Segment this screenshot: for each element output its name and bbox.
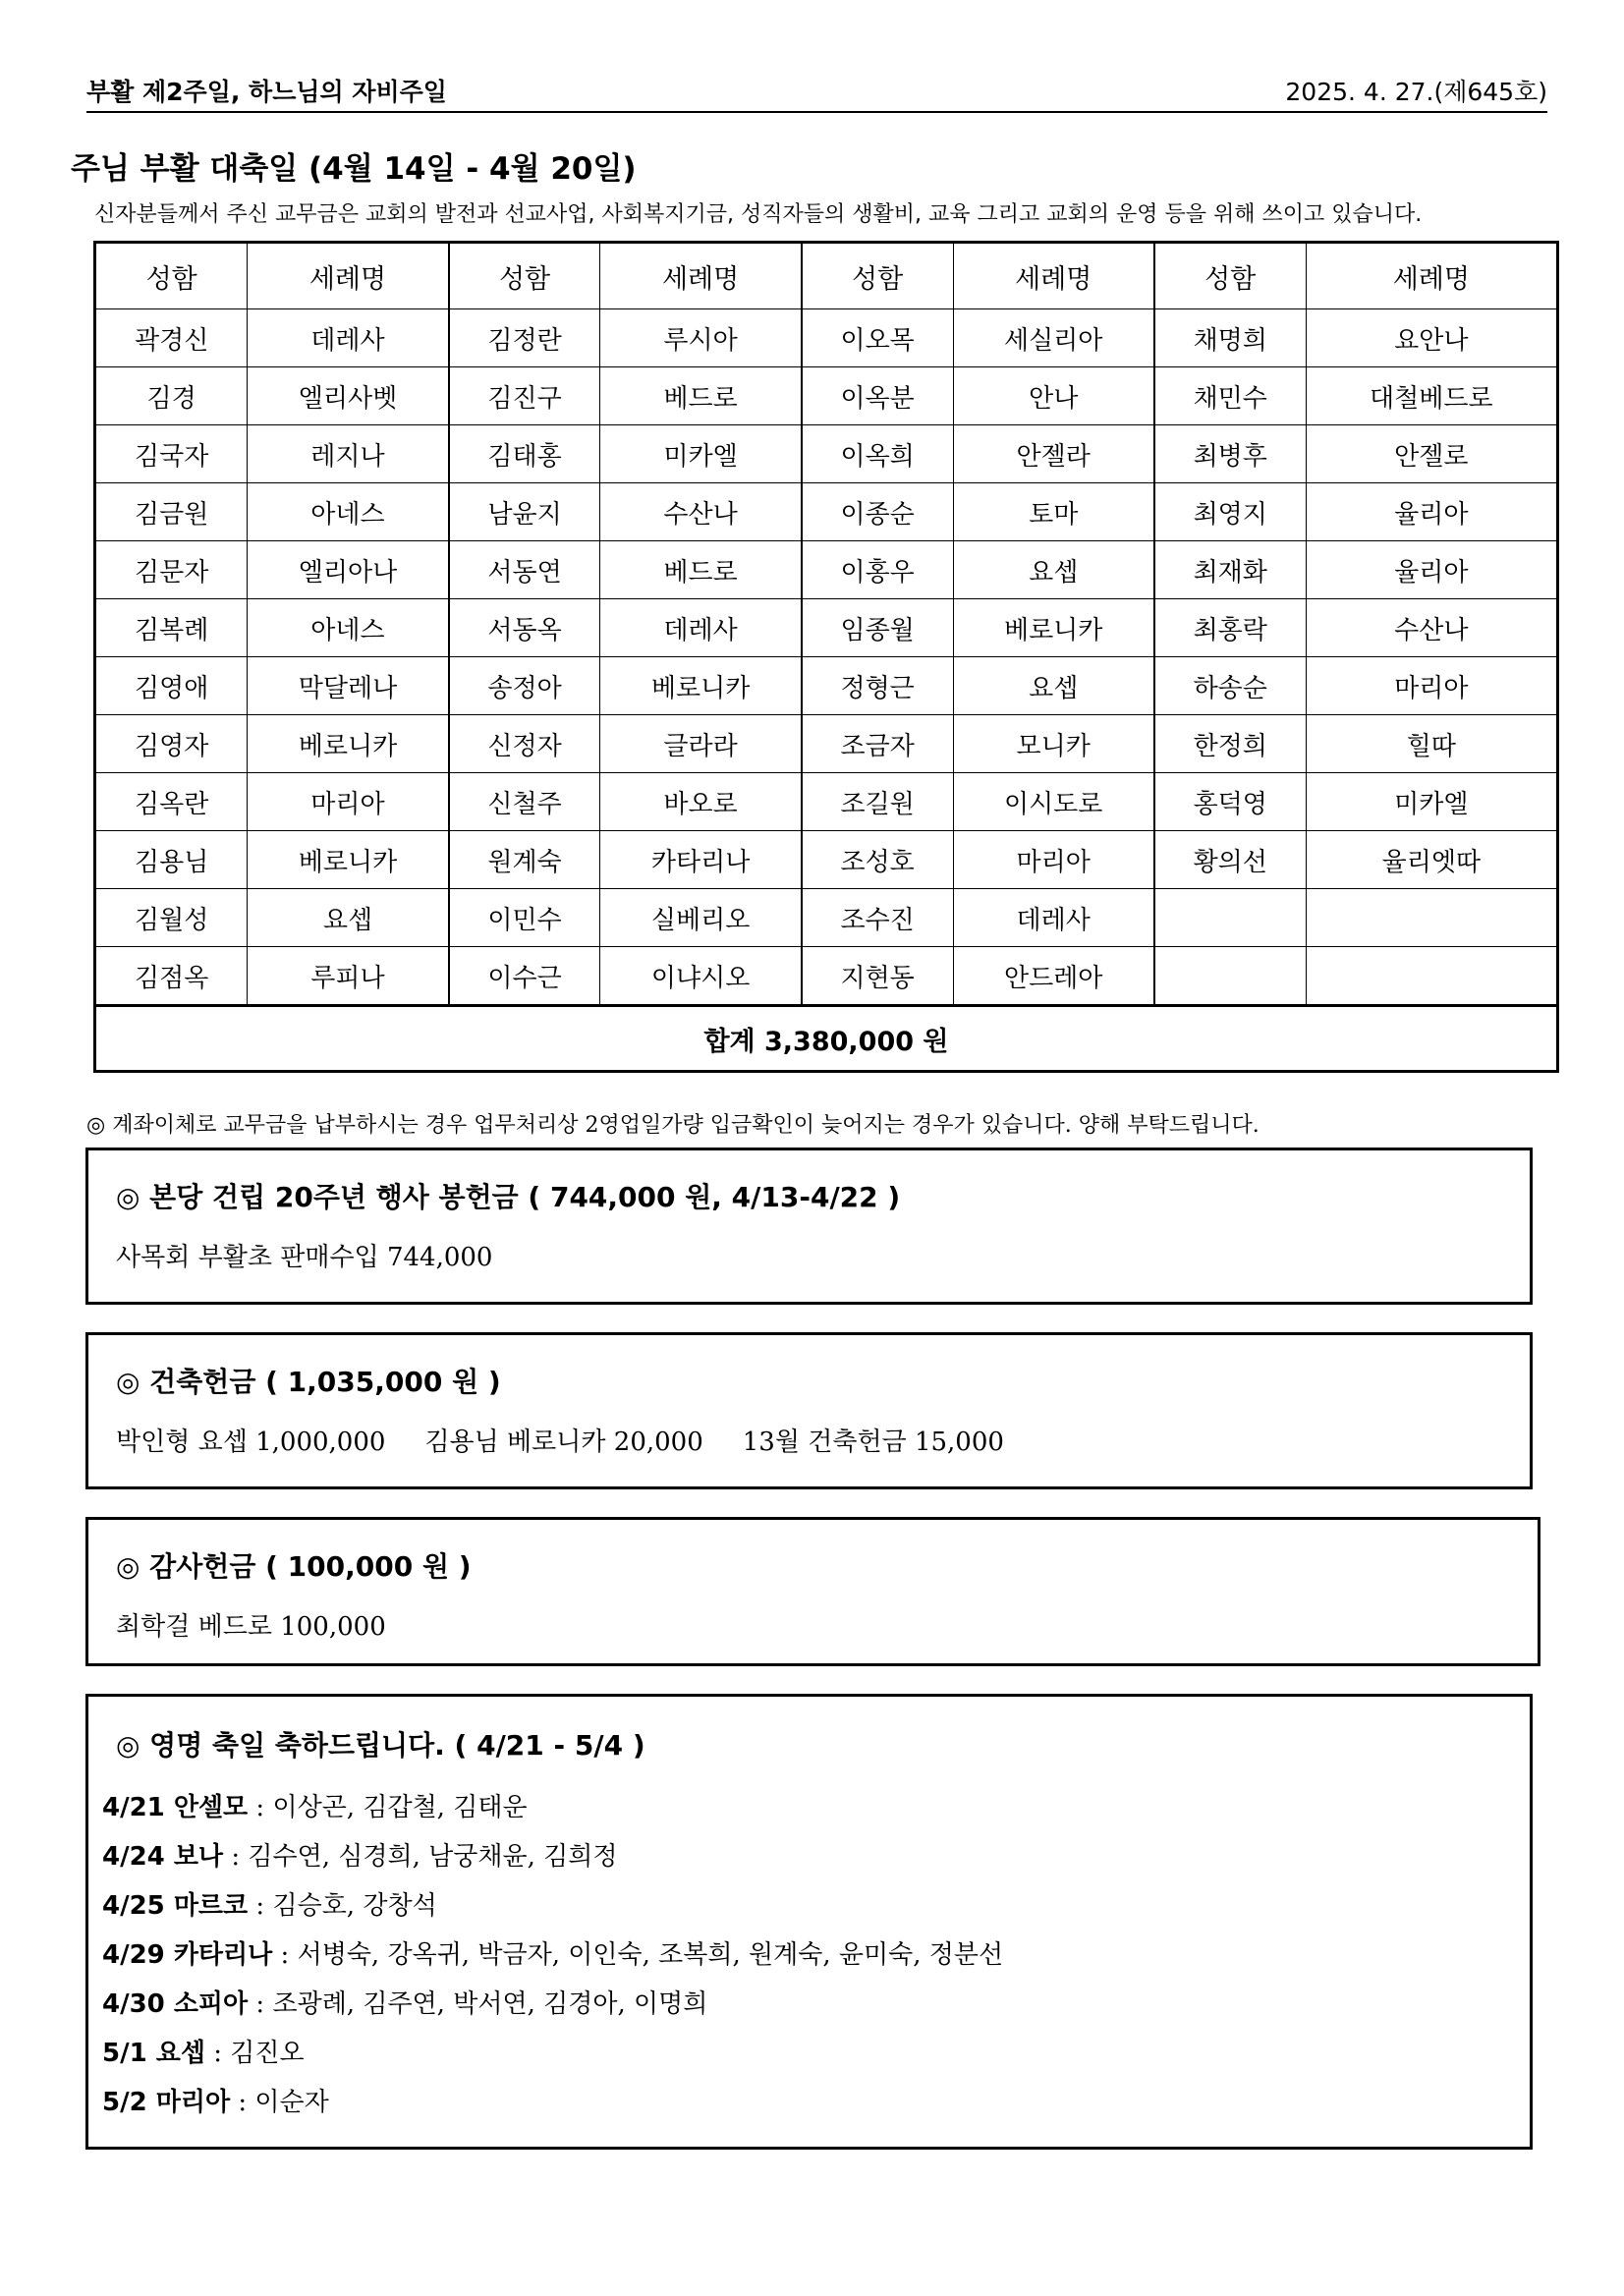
donor-name-cell: 정형근 <box>802 657 953 715</box>
donor-name-cell: 최영지 <box>1154 483 1306 541</box>
donor-name-cell: 신철주 <box>449 773 600 831</box>
baptismal-name-cell: 세실리아 <box>953 309 1154 367</box>
baptismal-name-cell: 엘리아나 <box>248 541 449 599</box>
baptismal-name-cell: 베드로 <box>600 541 802 599</box>
feast-day-item <box>102 1787 528 1823</box>
baptismal-name-cell: 루시아 <box>600 309 802 367</box>
feast-saint: 5/1 요셉 <box>102 2039 205 2068</box>
box-line <box>116 1606 425 1643</box>
section-title: 주님 부활 대축일 (4월 14일 - 4월 20일) <box>71 151 637 187</box>
baptismal-name-cell: 베로니카 <box>248 831 449 889</box>
feast-days-box <box>85 1694 1533 2150</box>
table-row <box>95 831 1558 889</box>
baptismal-name-cell: 마리아 <box>1306 657 1557 715</box>
box-line <box>116 1237 532 1273</box>
baptismal-name-cell: 미카엘 <box>600 425 802 483</box>
column-header-name: 성함 <box>1154 243 1306 309</box>
section-description: 신자분들께서 주신 교무금은 교회의 발전과 선교사업, 사회복지기금, 성직자들의 생활비, 교육 그리고 교회의 운영 등을 위해 쓰이고 있습니다. <box>94 202 1423 227</box>
donor-name-cell: 원계숙 <box>449 831 600 889</box>
donor-name-cell: 최병후 <box>1154 425 1306 483</box>
box-title: ◎ 감사헌금 ( 100,000 원 ) <box>116 1550 472 1583</box>
baptismal-name-cell: 이냐시오 <box>600 947 802 1006</box>
feast-saint: 5/2 마리아 <box>102 2088 231 2117</box>
donor-name-cell: 김문자 <box>95 541 248 599</box>
donor-name-cell: 황의선 <box>1154 831 1306 889</box>
donor-name-cell: 한정희 <box>1154 715 1306 773</box>
table-row <box>95 599 1558 657</box>
box-title: ◎ 건축헌금 ( 1,035,000 원 ) <box>116 1366 501 1398</box>
feast-day-item <box>102 1836 617 1873</box>
donor-name-cell: 이옥분 <box>802 367 953 425</box>
baptismal-name-cell: 아네스 <box>248 599 449 657</box>
baptismal-name-cell: 율리아 <box>1306 483 1557 541</box>
baptismal-name-cell: 수산나 <box>1306 599 1557 657</box>
offering-entry: 사목회 부활초 판매수입 744,000 <box>116 1243 493 1272</box>
thanks-offering-box <box>85 1517 1540 1666</box>
baptismal-name-cell: 안젤로 <box>1306 425 1557 483</box>
donor-name-cell: 곽경신 <box>95 309 248 367</box>
baptismal-name-cell: 요안나 <box>1306 309 1557 367</box>
donor-name-cell: 채명희 <box>1154 309 1306 367</box>
feast-day-item <box>102 2033 305 2069</box>
donor-name-cell: 이홍우 <box>802 541 953 599</box>
baptismal-name-cell: 아네스 <box>248 483 449 541</box>
donor-name-cell: 김영애 <box>95 657 248 715</box>
feast-names: : 이순자 <box>230 2088 329 2117</box>
baptismal-name-cell: 모니카 <box>953 715 1154 773</box>
feast-saint: 4/21 안셀모 <box>102 1793 249 1822</box>
baptismal-name-cell: 베로니카 <box>248 715 449 773</box>
baptismal-name-cell: 바오로 <box>600 773 802 831</box>
baptismal-name-cell: 요셉 <box>248 889 449 947</box>
feast-names: : 조광례, 김주연, 박서연, 김경아, 이명희 <box>248 1989 708 2019</box>
box-title: ◎ 영명 축일 축하드립니다. ( 4/21 - 5/4 ) <box>116 1729 645 1762</box>
column-header-baptismal-name: 세례명 <box>248 243 449 309</box>
feast-names: : 김진오 <box>204 2039 305 2068</box>
baptismal-name-cell: 실베리오 <box>600 889 802 947</box>
feast-day-item <box>102 1984 707 2020</box>
baptismal-name-cell: 막달레나 <box>248 657 449 715</box>
table-header-row <box>95 243 1558 309</box>
header-divider <box>86 111 1547 113</box>
donor-name-cell: 김영자 <box>95 715 248 773</box>
baptismal-name-cell: 데레사 <box>600 599 802 657</box>
table-row <box>95 483 1558 541</box>
table-row <box>95 889 1558 947</box>
feast-saint: 4/30 소피아 <box>102 1989 249 2019</box>
baptismal-name-cell: 요셉 <box>953 541 1154 599</box>
baptismal-name-cell: 힐따 <box>1306 715 1557 773</box>
donor-name-cell: 조수진 <box>802 889 953 947</box>
table-row <box>95 773 1558 831</box>
column-header-baptismal-name: 세례명 <box>1306 243 1557 309</box>
table-total-row <box>95 1006 1558 1072</box>
baptismal-name-cell: 안젤라 <box>953 425 1154 483</box>
bulletin-week-title: 부활 제2주일, 하느님의 자비주일 <box>86 78 447 106</box>
donor-name-cell: 김옥란 <box>95 773 248 831</box>
donor-name-cell: 하송순 <box>1154 657 1306 715</box>
donor-name-cell: 남윤지 <box>449 483 600 541</box>
table-row <box>95 425 1558 483</box>
baptismal-name-cell: 글라라 <box>600 715 802 773</box>
donor-name-cell: 이오목 <box>802 309 953 367</box>
donor-name-cell: 김금원 <box>95 483 248 541</box>
baptismal-name-cell: 수산나 <box>600 483 802 541</box>
table-row <box>95 367 1558 425</box>
baptismal-name-cell: 베드로 <box>600 367 802 425</box>
donor-name-cell: 조금자 <box>802 715 953 773</box>
building-offering-box <box>85 1332 1533 1489</box>
baptismal-name-cell: 베로니카 <box>953 599 1154 657</box>
feast-names: : 김수연, 심경희, 남궁채윤, 김희정 <box>223 1842 618 1872</box>
feast-day-item <box>102 1885 437 1922</box>
baptismal-name-cell <box>1306 947 1557 1006</box>
offering-entry: 최학걸 베드로 100,000 <box>116 1612 386 1642</box>
donor-name-cell: 김복례 <box>95 599 248 657</box>
offering-entry: 13월 건축헌금 15,000 <box>742 1428 1004 1457</box>
donor-table <box>93 241 1559 1073</box>
offering-entry: 김용님 베로니카 20,000 <box>424 1428 703 1457</box>
donor-name-cell: 신정자 <box>449 715 600 773</box>
donor-name-cell: 서동옥 <box>449 599 600 657</box>
table-row <box>95 715 1558 773</box>
donor-name-cell: 이수근 <box>449 947 600 1006</box>
table-row <box>95 657 1558 715</box>
donor-name-cell: 송정아 <box>449 657 600 715</box>
baptismal-name-cell: 안드레아 <box>953 947 1154 1006</box>
donor-name-cell: 조길원 <box>802 773 953 831</box>
donor-name-cell: 서동연 <box>449 541 600 599</box>
baptismal-name-cell: 요셉 <box>953 657 1154 715</box>
baptismal-name-cell: 루피나 <box>248 947 449 1006</box>
baptismal-name-cell: 이시도로 <box>953 773 1154 831</box>
baptismal-name-cell: 마리아 <box>248 773 449 831</box>
column-header-baptismal-name: 세례명 <box>953 243 1154 309</box>
feast-saint: 4/29 카타리나 <box>102 1940 273 1970</box>
feast-names: : 김승호, 강창석 <box>248 1891 437 1921</box>
bulletin-date-issue: 2025. 4. 27.(제645호) <box>1285 78 1547 106</box>
column-header-baptismal-name: 세례명 <box>600 243 802 309</box>
donor-name-cell: 김용님 <box>95 831 248 889</box>
baptismal-name-cell: 카타리나 <box>600 831 802 889</box>
offering-entry: 박인형 요셉 1,000,000 <box>116 1428 386 1457</box>
donor-name-cell: 홍덕영 <box>1154 773 1306 831</box>
transfer-note: ◎ 계좌이체로 교무금을 납부하시는 경우 업무처리상 2영업일가량 입금확인이 늦어지는 경우가 있습니다. 양해 부탁드립니다. <box>86 1113 1260 1138</box>
donor-name-cell: 채민수 <box>1154 367 1306 425</box>
donor-name-cell: 김태홍 <box>449 425 600 483</box>
baptismal-name-cell <box>1306 889 1557 947</box>
baptismal-name-cell: 데레사 <box>953 889 1154 947</box>
baptismal-name-cell: 베로니카 <box>600 657 802 715</box>
feast-names: : 이상곤, 김갑철, 김태운 <box>248 1793 528 1822</box>
donor-name-cell: 김점옥 <box>95 947 248 1006</box>
table-row <box>95 541 1558 599</box>
donor-name-cell: 이종순 <box>802 483 953 541</box>
donor-name-cell: 이민수 <box>449 889 600 947</box>
donor-name-cell: 김국자 <box>95 425 248 483</box>
baptismal-name-cell: 엘리사벳 <box>248 367 449 425</box>
donor-name-cell: 김경 <box>95 367 248 425</box>
feast-saint: 4/25 마르코 <box>102 1891 249 1921</box>
table-row <box>95 309 1558 367</box>
column-header-name: 성함 <box>802 243 953 309</box>
donor-name-cell <box>1154 889 1306 947</box>
column-header-name: 성함 <box>95 243 248 309</box>
box-line <box>116 1422 1043 1458</box>
baptismal-name-cell: 안나 <box>953 367 1154 425</box>
donor-name-cell: 김정란 <box>449 309 600 367</box>
baptismal-name-cell: 율리아 <box>1306 541 1557 599</box>
donor-name-cell: 최재화 <box>1154 541 1306 599</box>
baptismal-name-cell: 대철베드로 <box>1306 367 1557 425</box>
baptismal-name-cell: 레지나 <box>248 425 449 483</box>
donor-name-cell: 임종월 <box>802 599 953 657</box>
baptismal-name-cell: 율리엣따 <box>1306 831 1557 889</box>
donor-name-cell <box>1154 947 1306 1006</box>
feast-saint: 4/24 보나 <box>102 1842 224 1872</box>
feast-names: : 서병숙, 강옥귀, 박금자, 이인숙, 조복희, 원계숙, 윤미숙, 정분선 <box>272 1940 1004 1970</box>
baptismal-name-cell: 토마 <box>953 483 1154 541</box>
donor-name-cell: 김월성 <box>95 889 248 947</box>
feast-day-item <box>102 2082 329 2118</box>
donor-name-cell: 이옥희 <box>802 425 953 483</box>
donor-name-cell: 조성호 <box>802 831 953 889</box>
feast-day-item <box>102 1934 1003 1971</box>
anniversary-offering-box <box>85 1148 1533 1305</box>
donor-name-cell: 지현동 <box>802 947 953 1006</box>
baptismal-name-cell: 데레사 <box>248 309 449 367</box>
column-header-name: 성함 <box>449 243 600 309</box>
table-row <box>95 947 1558 1006</box>
donor-name-cell: 김진구 <box>449 367 600 425</box>
donor-name-cell: 최홍락 <box>1154 599 1306 657</box>
baptismal-name-cell: 미카엘 <box>1306 773 1557 831</box>
total-amount: 합계 3,380,000 원 <box>95 1006 1558 1072</box>
box-title: ◎ 본당 건립 20주년 행사 봉헌금 ( 744,000 원, 4/13-4/22 ) <box>116 1181 901 1213</box>
baptismal-name-cell: 마리아 <box>953 831 1154 889</box>
